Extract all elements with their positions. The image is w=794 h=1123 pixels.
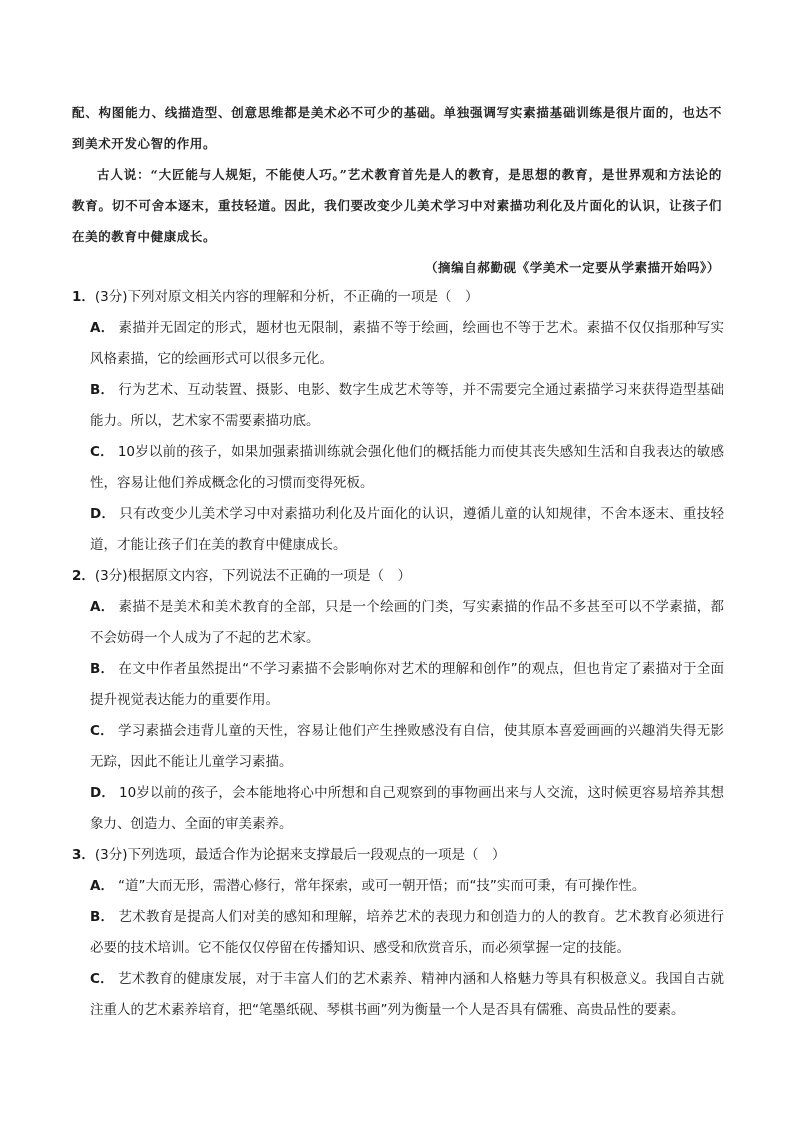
option-letter: B．	[90, 382, 115, 398]
question-2	[72, 561, 724, 840]
question-text: 根据原文内容，下列说法不正确的一项是（ ）	[127, 568, 412, 584]
option-letter: C．	[90, 723, 114, 739]
option-a	[72, 313, 724, 375]
option-text: 行为艺术、互动装置、摄影、电影、数字生成艺术等等，并不需要完全通过素描学习来获得造型基础能力。所以，艺术家不需要素描功底。	[90, 382, 725, 429]
question-stem	[72, 840, 724, 871]
option-text: 素描不是美术和美术教育的全部，只是一个绘画的门类，写实素描的作品不多甚至可以不学素描，都不会妨碍一个人成为了不起的艺术家。	[90, 599, 724, 646]
question-stem	[72, 561, 724, 592]
question-list	[72, 282, 724, 1026]
question-number: 2．	[72, 568, 95, 584]
option-letter: A．	[90, 878, 114, 894]
question-score: (3分)	[94, 568, 128, 584]
option-text: 只有改变少儿美术学习中对素描功利化及片面化的认识，遵循儿童的认知规律，不舍本逐末、重技轻道，才能让孩子们在美的教育中健康成长。	[90, 506, 724, 553]
question-text: 下列对原文相关内容的理解和分析，不正确的一项是（ ）	[127, 289, 479, 305]
option-a	[72, 871, 724, 902]
option-b	[72, 654, 724, 716]
option-letter: A．	[90, 320, 115, 336]
option-c	[72, 716, 724, 778]
option-text: 艺术教育是提高人们对美的感知和理解，培养艺术的表现力和创造力的人的教育。艺术教育必须进行必要的技术培训。它不能仅仅停留在传播知识、感受和欣赏音乐，而必须掌握一定的技能。	[90, 909, 725, 956]
question-score: (3分)	[94, 847, 128, 863]
question-text: 下列选项，最适合作为论据来支撑最后一段观点的一项是（ ）	[127, 847, 506, 863]
option-a	[72, 592, 724, 654]
question-score: (3分)	[94, 289, 128, 305]
option-letter: B．	[90, 909, 115, 925]
passage-paragraph-1: 配、构图能力、线描造型、创意思维都是美术必不可少的基础。单独强调写实素描基础训练是很片面的，也达不到美术开发心智的作用。	[72, 105, 722, 151]
option-text: 10岁以前的孩子，如果加强素描训练就会强化他们的概括能力而使其丧失感知生活和自我表达的敏感性，容易让他们养成概念化的习惯而变得死板。	[90, 444, 724, 491]
question-number: 3．	[72, 847, 95, 863]
option-letter: B．	[90, 661, 115, 677]
option-text: 素描并无固定的形式，题材也无限制，素描不等于绘画，绘画也不等于艺术。素描不仅仅指那种写实风格素描，它的绘画形式可以很多元化。	[90, 320, 724, 367]
reading-passage	[72, 97, 722, 283]
option-b	[72, 902, 724, 964]
option-letter: A．	[90, 599, 115, 615]
question-3	[72, 840, 724, 1026]
option-b	[72, 375, 724, 437]
option-text: “道”大而无形，需潜心修行，常年探索，或可一朝开悟；而“技”实而可秉，有可操作性。	[117, 878, 646, 894]
option-text: 在文中作者虽然提出“不学习素描不会影响你对艺术的理解和创作”的观点，但也肯定了素描对于全面提升视觉表达能力的重要作用。	[90, 661, 724, 708]
option-c	[72, 964, 724, 1026]
option-text: 10岁以前的孩子，会本能地将心中所想和自己观察到的事物画出来与人交流，这时候更容易培养其想象力、创造力、全面的审美素养。	[90, 785, 724, 832]
option-text: 艺术教育的健康发展，对于丰富人们的艺术素养、精神内涵和人格魅力等具有积极意义。我国自古就注重人的艺术素养培育，把“笔墨纸砚、琴棋书画”列为衡量一个人是否具有儒雅、高贵品性的要素。	[90, 971, 724, 1018]
option-letter: D．	[90, 506, 116, 522]
passage-paragraph-2: 古人说：“大匠能与人规矩，不能使人巧。”艺术教育首先是人的教育，是思想的教育，是世界观和方法论的教育。切不可舍本逐末，重技轻道。因此，我们要改变少儿美术学习中对素描功利化及片面化的认识，让孩子们在美的教育中健康成长。	[72, 167, 722, 244]
passage-source: （摘编自郝勤砚《学美术一定要从学素描开始吗》）	[424, 260, 720, 275]
option-letter: D．	[90, 785, 116, 801]
option-d	[72, 499, 724, 561]
option-text: 学习素描会违背儿童的天性，容易让他们产生挫败感没有自信，使其原本喜爱画画的兴趣消失得无影无踪，因此不能让儿童学习素描。	[90, 723, 724, 770]
option-letter: C．	[90, 444, 114, 460]
question-number: 1．	[72, 289, 95, 305]
option-d	[72, 778, 724, 840]
question-stem	[72, 282, 724, 313]
option-c	[72, 437, 724, 499]
option-letter: C．	[90, 971, 114, 987]
question-1	[72, 282, 724, 561]
